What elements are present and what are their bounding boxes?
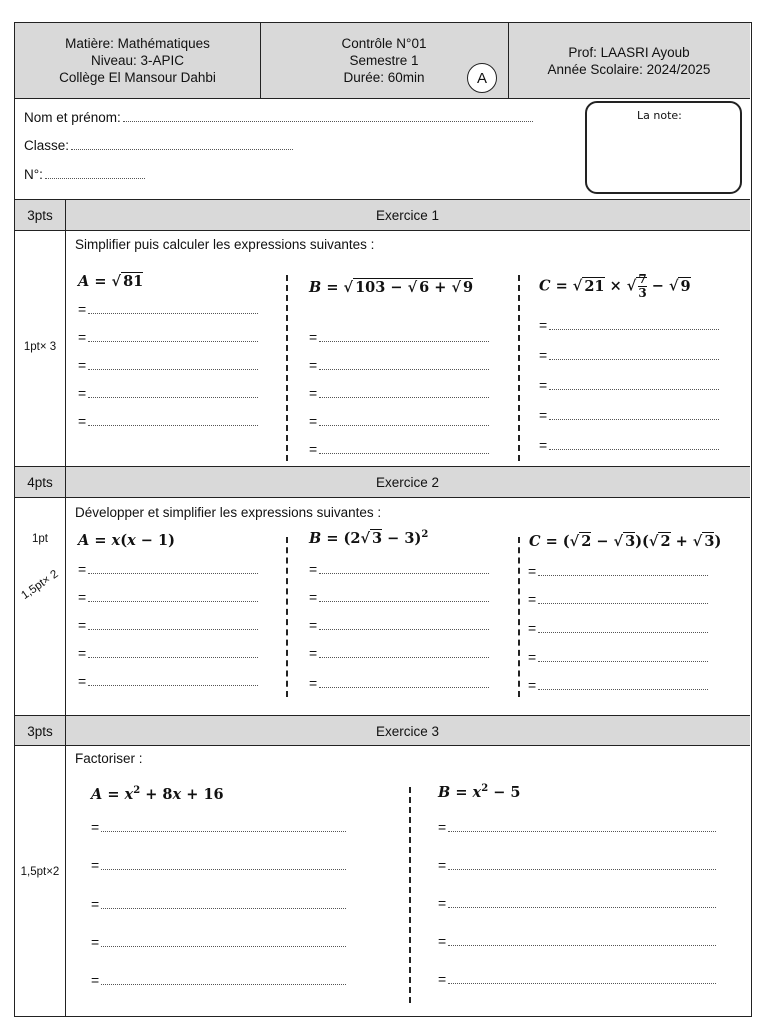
- exercise1-title: Exercice 1: [375, 207, 440, 223]
- ex1-a-line2[interactable]: =: [78, 329, 258, 345]
- ex3-b-line1[interactable]: =: [438, 819, 716, 835]
- ex1-a-line4[interactable]: =: [78, 385, 258, 401]
- exercise3-points: 3pts: [27, 723, 53, 739]
- duration-label: Durée: 60min: [343, 70, 425, 85]
- ex3-a-line2[interactable]: =: [91, 857, 346, 873]
- ex2-c-line1[interactable]: =: [528, 563, 708, 579]
- ex1-c-line1[interactable]: =: [539, 317, 719, 333]
- exercise3-scoring: 1,5pt×2: [20, 866, 60, 878]
- name-field[interactable]: Nom et prénom:: [24, 110, 533, 125]
- exercise2-title: Exercice 2: [375, 474, 440, 490]
- ex3-a-line4[interactable]: =: [91, 934, 346, 950]
- exercise2-expr-c: C = (√ 2 − √ 3)(√ 2 + √ 3): [529, 533, 722, 550]
- exercise2-scoring-bc: 1,5pt× 2: [19, 568, 61, 602]
- ex3-b-line5[interactable]: =: [438, 971, 716, 987]
- level-label: Niveau: 3-APIC: [90, 53, 185, 68]
- ex3-b-line2[interactable]: =: [438, 857, 716, 873]
- number-field[interactable]: N°:: [24, 167, 145, 182]
- exercise3-title: Exercice 3: [375, 723, 440, 739]
- exercise2-points: 4pts: [27, 474, 53, 490]
- ex2-c-line3[interactable]: =: [528, 620, 708, 636]
- exercise2-bar: [15, 467, 750, 497]
- ex3-b-line4[interactable]: =: [438, 933, 716, 949]
- exam-header: [15, 23, 750, 99]
- exercise3-bar: [15, 716, 750, 746]
- ex2-a-line2[interactable]: =: [78, 589, 258, 605]
- ex3-a-line5[interactable]: =: [91, 972, 346, 988]
- exercise3-expr-b: $B = x^2 - 5$: [438, 783, 521, 801]
- ex2-b-line1[interactable]: =: [309, 561, 489, 577]
- ex1-c-line4[interactable]: =: [539, 407, 719, 423]
- header-right: [508, 23, 750, 98]
- version-badge: A: [467, 63, 497, 93]
- header-left: [15, 23, 260, 98]
- ex2-c-line4[interactable]: =: [528, 649, 708, 665]
- exercise1-scoring: 1pt× 3: [23, 341, 57, 353]
- exam-sheet: [14, 22, 752, 1017]
- semester-label: Semestre 1: [349, 53, 419, 68]
- exercise3-expr-a: $A = x^2 + 8x + 16$: [91, 785, 224, 803]
- ex1-b-line4[interactable]: =: [309, 413, 489, 429]
- exercise1-expr-b: B = √ 103 − √ 6 + √ 9: [309, 279, 474, 296]
- ex3-a-line3[interactable]: =: [91, 896, 346, 912]
- ex2-c-line5[interactable]: =: [528, 677, 708, 693]
- ex2-b-line2[interactable]: =: [309, 589, 489, 605]
- ex1-b-line1[interactable]: =: [309, 329, 489, 345]
- ex1-b-line2[interactable]: =: [309, 357, 489, 373]
- grade-box[interactable]: [585, 101, 742, 194]
- ex2-c-line2[interactable]: =: [528, 591, 708, 607]
- exercise2-instruction: Développer et simplifier les expressions suivantes :: [75, 505, 382, 520]
- ex2-b-line3[interactable]: =: [309, 617, 489, 633]
- exercise3-instruction: Factoriser :: [75, 751, 143, 766]
- subject-label: Matière: Mathématiques: [65, 36, 210, 51]
- ex1-a-line3[interactable]: =: [78, 357, 258, 373]
- ex1-b-line5[interactable]: =: [309, 441, 489, 457]
- ex3-b-line3[interactable]: =: [438, 895, 716, 911]
- exercise1-bar: [15, 200, 750, 230]
- ex1-b-line3[interactable]: =: [309, 385, 489, 401]
- ex2-a-line4[interactable]: =: [78, 645, 258, 661]
- ex2-a-line5[interactable]: =: [78, 673, 258, 689]
- exercise1-expr-a: A = √ 81: [78, 273, 144, 290]
- exercise1-instruction: Simplifier puis calculer les expressions suivantes :: [75, 237, 375, 252]
- class-field[interactable]: Classe:: [24, 138, 293, 153]
- exercise1-expr-c: C = √ 21 × √ $\frac{7}{3}$ − √ 9: [539, 272, 691, 300]
- school-year-label: Année Scolaire: 2024/2025: [547, 61, 711, 77]
- exercise1-points: 3pts: [27, 207, 53, 223]
- ex2-b-line5[interactable]: =: [309, 675, 489, 691]
- ex2-a-line3[interactable]: =: [78, 617, 258, 633]
- ex2-b-line4[interactable]: =: [309, 645, 489, 661]
- ex3-a-line1[interactable]: =: [91, 819, 346, 835]
- ex1-c-line5[interactable]: =: [539, 437, 719, 453]
- ex2-a-line1[interactable]: =: [78, 561, 258, 577]
- school-label: Collège El Mansour Dahbi: [59, 70, 216, 85]
- ex1-a-line1[interactable]: =: [78, 301, 258, 317]
- teacher-label: Prof: LAASRI Ayoub: [568, 44, 690, 60]
- exercise2-expr-a: A = x(x − 1): [78, 532, 175, 549]
- grade-label: La note:: [637, 109, 682, 122]
- exam-title: Contrôle N°01: [341, 36, 427, 51]
- ex1-c-line3[interactable]: =: [539, 377, 719, 393]
- exercise2-expr-b: B = (2√ 3 − 3)$^2$: [309, 529, 429, 547]
- exercise2-scoring-a: 1pt: [32, 533, 48, 545]
- ex1-a-line5[interactable]: =: [78, 413, 258, 429]
- ex1-c-line2[interactable]: =: [539, 347, 719, 363]
